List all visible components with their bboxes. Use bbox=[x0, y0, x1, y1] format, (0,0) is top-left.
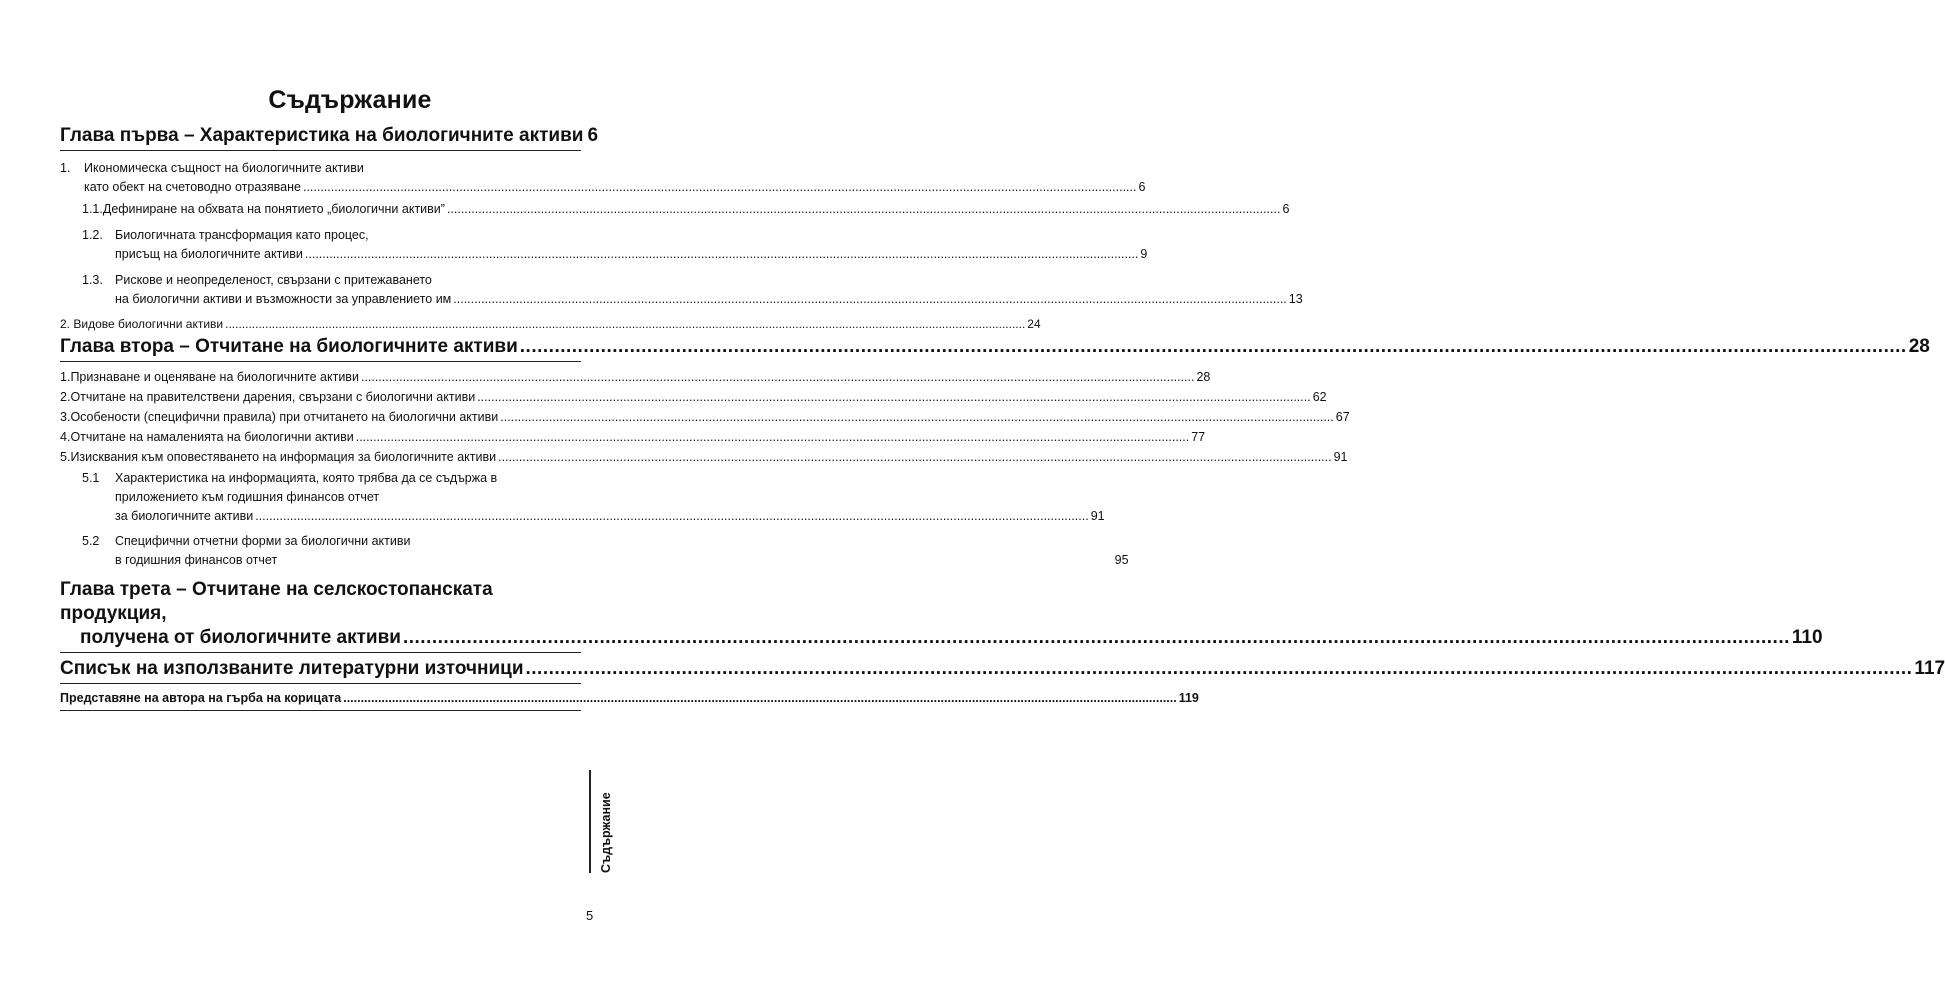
item-number: 1.1. bbox=[82, 202, 103, 216]
item-title: Икономическа същност на биологичните активи bbox=[84, 161, 364, 175]
toc-item[interactable] bbox=[60, 200, 1290, 219]
item-title-cont: на биологични активи и възможности за управлението им bbox=[115, 292, 452, 306]
chapter-3-page: 110 bbox=[1791, 627, 1823, 648]
item-title-cont: като обект на счетоводно отразяване bbox=[84, 180, 301, 194]
item-page: 91 bbox=[1333, 450, 1348, 464]
references-title: Списък на използваните литературни източници bbox=[60, 658, 524, 679]
page-title: Съдържание bbox=[268, 86, 432, 114]
item-title: Рискове и неопределеност, свързани с притежаването bbox=[115, 273, 432, 287]
dot-leader bbox=[356, 428, 1190, 447]
chapter-3-title-cont: получена от биологичните активи bbox=[80, 627, 401, 648]
chapter-rule bbox=[60, 683, 581, 684]
item-page: 6 bbox=[1282, 202, 1290, 216]
dot-leader bbox=[361, 368, 1195, 387]
dot-leader bbox=[447, 200, 1281, 219]
item-page: 13 bbox=[1288, 292, 1303, 306]
item-page: 91 bbox=[1090, 509, 1105, 523]
toc-item[interactable] bbox=[60, 469, 1105, 526]
item-page: 67 bbox=[1335, 410, 1350, 424]
item-title-cont: за биологичните активи bbox=[115, 509, 254, 523]
item-number: 5.2 bbox=[82, 534, 100, 548]
item-title: Специфични отчетни форми за биологични активи bbox=[115, 534, 411, 548]
item-page: 95 bbox=[1114, 553, 1129, 567]
toc-chapter-3[interactable] bbox=[60, 578, 1823, 650]
toc-item[interactable] bbox=[60, 448, 1348, 467]
dot-leader bbox=[303, 178, 1137, 197]
toc-item[interactable] bbox=[60, 271, 1303, 309]
dot-leader bbox=[453, 290, 1287, 309]
item-number: 1. bbox=[60, 370, 71, 384]
toc-references[interactable] bbox=[60, 657, 1945, 681]
toc-item[interactable] bbox=[60, 428, 1206, 447]
dot-leader bbox=[526, 657, 1913, 681]
dot-leader bbox=[403, 626, 1790, 650]
chapter-1-page: 6 bbox=[587, 125, 599, 146]
chapter-2-title: Глава втора – Отчитане на биологичните активи bbox=[60, 336, 518, 357]
item-page: 28 bbox=[1196, 370, 1211, 384]
chapter-rule bbox=[60, 652, 581, 653]
item-title: Особености (специфични правила) при отчитането на биологични активи bbox=[70, 410, 499, 424]
author-page: 119 bbox=[1178, 691, 1199, 705]
dot-leader bbox=[305, 245, 1139, 264]
dot-leader bbox=[255, 507, 1089, 526]
item-title: Видове биологични активи bbox=[73, 317, 224, 331]
item-page: 6 bbox=[1138, 180, 1146, 194]
item-title-cont: присъщ на биологичните активи bbox=[115, 247, 303, 261]
item-page: 62 bbox=[1312, 390, 1327, 404]
item-number: 3. bbox=[60, 410, 71, 424]
toc-item[interactable] bbox=[60, 368, 1211, 387]
toc-chapter-1[interactable] bbox=[60, 124, 599, 148]
dot-leader bbox=[477, 388, 1311, 407]
item-page: 77 bbox=[1191, 430, 1206, 444]
item-number: 2. bbox=[60, 317, 71, 331]
toc-item[interactable] bbox=[60, 226, 1148, 264]
author-title: Представяне на автора на гърба на корицата bbox=[60, 691, 342, 705]
item-title: Изисквания към оповестяването на информация за биологичните активи bbox=[70, 450, 497, 464]
side-tab-label: Съдържание bbox=[599, 792, 613, 873]
item-title: Характеристика на информацията, която трябва да се съдържа в bbox=[115, 471, 498, 485]
toc-item[interactable] bbox=[60, 159, 1146, 197]
item-number: 5. bbox=[60, 450, 71, 464]
item-title: Признаване и оценяване на биологичните активи bbox=[70, 370, 359, 384]
item-title-cont: приложението към годишния финансов отчет bbox=[115, 490, 380, 504]
toc-item[interactable] bbox=[60, 315, 1041, 334]
item-title: Отчитане на правителствени дарения, свързани с биологични активи bbox=[70, 390, 476, 404]
toc-item[interactable] bbox=[60, 408, 1350, 427]
toc-item[interactable] bbox=[60, 388, 1327, 407]
author-rule bbox=[60, 710, 581, 711]
item-page: 9 bbox=[1140, 247, 1148, 261]
toc-chapter-2[interactable] bbox=[60, 335, 1930, 359]
item-number: 5.1 bbox=[82, 471, 100, 485]
page-number: 5 bbox=[586, 908, 594, 923]
item-number: 1.3. bbox=[82, 273, 103, 287]
chapter-2-page: 28 bbox=[1908, 336, 1930, 357]
side-tab bbox=[589, 770, 623, 873]
references-page: 117 bbox=[1914, 658, 1945, 679]
item-number: 2. bbox=[60, 390, 71, 404]
item-page: 24 bbox=[1027, 317, 1041, 331]
dot-leader bbox=[520, 335, 1907, 359]
item-title-cont: в годишния финансов отчет bbox=[115, 553, 278, 567]
chapter-3-title: Глава трета – Отчитане на селскостопанската продукция, bbox=[60, 579, 493, 624]
item-number: 1. bbox=[60, 161, 71, 175]
toc-author[interactable] bbox=[60, 689, 1199, 708]
item-number: 1.2. bbox=[82, 228, 103, 242]
item-number: 4. bbox=[60, 430, 71, 444]
table-of-contents bbox=[60, 120, 1945, 711]
toc-item[interactable] bbox=[60, 532, 1129, 570]
chapter-1-title: Глава първа – Характеристика на биологичните активи bbox=[60, 125, 584, 146]
item-title: Дефиниране на обхвата на понятието „биологични активи” bbox=[102, 202, 445, 216]
dot-leader bbox=[500, 408, 1334, 427]
item-title: Биологичната трансформация като процес, bbox=[115, 228, 369, 242]
dot-leader bbox=[498, 448, 1332, 467]
item-title: Отчитане на намаленията на биологични активи bbox=[70, 430, 354, 444]
dot-leader bbox=[343, 689, 1177, 708]
dot-leader bbox=[225, 315, 1025, 334]
